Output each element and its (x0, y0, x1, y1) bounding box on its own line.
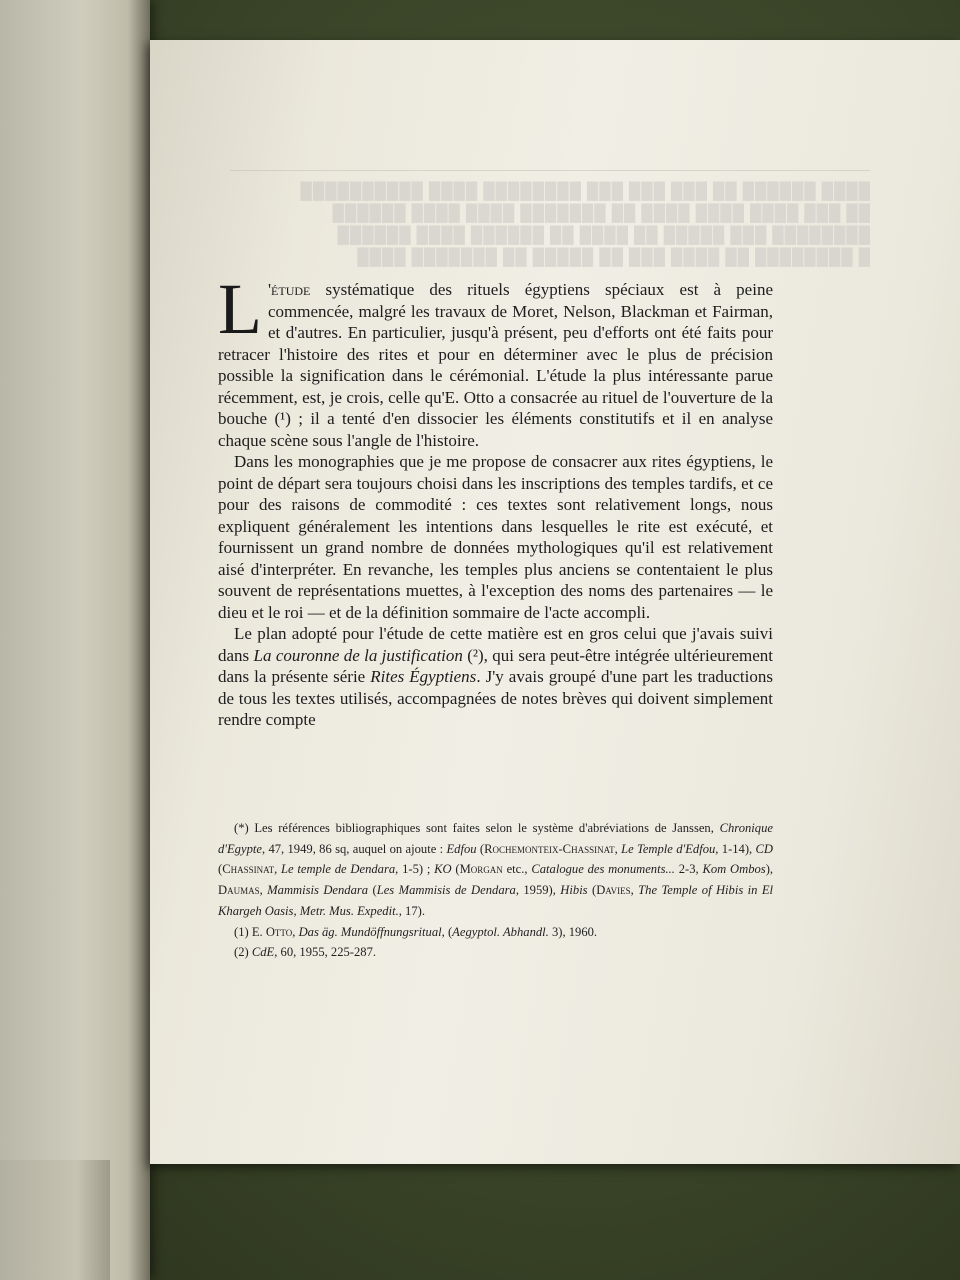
footnote-run: Le temple de Dendara (281, 862, 396, 877)
main-text (218, 269, 774, 731)
footnote-run: , 17). (398, 903, 425, 918)
footnote-run: Chronique d'Egypte (218, 821, 773, 856)
footnote-run: 3), 1960. (548, 924, 598, 939)
footnote-2 (218, 942, 773, 963)
series-title: Rites Égyptiens (370, 667, 477, 686)
footnote-run: Les Mammisis de Dendara (376, 883, 516, 898)
footnote-run: , ( (441, 924, 453, 939)
footnote-run: , 1959), (515, 883, 561, 898)
footnote-run: , 1-5) ; (395, 862, 435, 877)
footnote-run: , (630, 883, 639, 898)
footnote-run: Aegyptol. Abhandl. (452, 924, 549, 939)
footnote-run: etc., (502, 862, 532, 877)
footnote-run: (1) E. (234, 924, 266, 939)
paragraph-3 (218, 623, 773, 731)
paragraph-1-body: systématique des rituels égyptiens spéciaux est à peine commencée, malgré les travaux de Moret, Nelson, Blackman et Fairman, et d'autres. En particulier, jusqu'à présent, peu d'efforts ont été faits pour retracer l'histoire des rites et pour en déterminer avec le plus de précision possible la signification dans le cérémonial. L'étude la plus intéressante parue récemment, est, je crois, celle qu'E. Otto a consacrée au rituel de l'ouverture de la bouche (¹) ; il a tenté d'en dissocier les éléments constitutifs et il en analyse chaque scène sous l'angle de l'histoire. (218, 280, 773, 450)
footnote-run: Mammisis Dendara (267, 883, 369, 898)
paragraph-3-part-b: (²), qui sera peut-être intégrée ultérieurement dans la présente série (218, 645, 774, 686)
footnote-run: ( (587, 883, 597, 898)
footnote-run: Otto (265, 924, 293, 939)
footnote-run: , 47, 1949, 86 sq, auquel on ajoute : (261, 841, 447, 856)
footnote-run: Chassinat (222, 862, 275, 877)
footnote-run: Rochemonteix-Chassinat (484, 841, 615, 856)
footnote-run: Catalogue des monuments... (531, 862, 675, 877)
footnote-run: Edfou (446, 841, 477, 856)
footnote-run: ( (218, 862, 223, 877)
opening-small-caps: 'étude (267, 280, 311, 299)
footnote-run: 2-3, (674, 862, 703, 877)
footnote-run: Morgan (459, 862, 503, 877)
footnote-run: Kom Ombos (702, 862, 766, 877)
left-page-edge (0, 0, 150, 1280)
footnote-run: KO (434, 862, 452, 877)
paragraph-3-part-c: . J'y avais groupé d'une part les traductions de tous les textes utilisés, accompagnées de notes brèves qui doivent simplement rendre compte (218, 667, 773, 729)
footnote-run: CdE (251, 945, 275, 960)
footnote-run: Daumas (218, 883, 260, 898)
left-page-lower-edge (0, 1160, 110, 1280)
footnote-run: , 1-14), (715, 841, 756, 856)
footnote-run: ), (765, 862, 774, 877)
footnote-run: CD (755, 841, 774, 856)
footnote-run: , (292, 924, 299, 939)
footnotes (218, 818, 773, 963)
show-through-text: ████ ██████ ██ ███ ███ ███ ████████ ████ ██████████ ██ ███ ████ ████ ████ ██ ███████ ████ ████ ██████ ████████ ███ █████ ██ ████ ██ ██████ ████ ██████ █ ████████ ██ ████ ███ ██ █████ ██ ███████ ████ (230, 170, 870, 269)
footnote-run: Hibis (560, 883, 588, 898)
footnote-run: Davies (596, 883, 631, 898)
footnote-run: The Temple of Hibis in El Khargeh Oasis, Metr. Mus. Expedit. (218, 883, 774, 918)
footnote-run: ( (476, 841, 485, 856)
footnote-run: (2) (234, 945, 252, 960)
drop-cap: L (218, 269, 262, 349)
paragraph-1 (218, 269, 773, 451)
footnote-run: , (614, 841, 622, 856)
footnote-run: (*) Les références bibliographiques sont faites selon le système d'abréviations de Janssen, (234, 821, 720, 835)
footnote-run: ( (451, 862, 460, 877)
footnote-run: ( (368, 883, 377, 898)
footnote-run: Le Temple d'Edfou (621, 841, 716, 856)
footnote-run: , (274, 862, 282, 877)
book-title-couronne: La couronne de la justification (253, 645, 463, 665)
footnote-star (218, 818, 773, 922)
paragraph-3-part-a: Le plan adopté pour l'étude de cette matière est en gros celui que j'avais suivi dans (218, 624, 773, 665)
footnote-1 (218, 922, 773, 943)
footnote-run: , 60, 1955, 225-287. (274, 945, 377, 960)
paragraph-2: Dans les monographies que je me propose de consacrer aux rites égyptiens, le point de départ sera toujours choisi dans les inscriptions des temples tardifs, et ce pour des raisons de commodité : ces textes sont relativement longs, nous expliquent généralement les intentions dans lesquelles le rite est exécuté, et fournissent un grand nombre de données mythologiques qu'il est relativement aisé d'interpréter. En revanche, les temples plus anciens se contentaient le plus souvent de représentations muettes, à l'exception des noms des partenaires — le dieu et le roi — et de la définition sommaire de l'acte accompli. (218, 452, 773, 622)
footnote-run: , (259, 883, 268, 898)
footnote-run: Das äg. Mundöffnungsritual (298, 924, 442, 939)
